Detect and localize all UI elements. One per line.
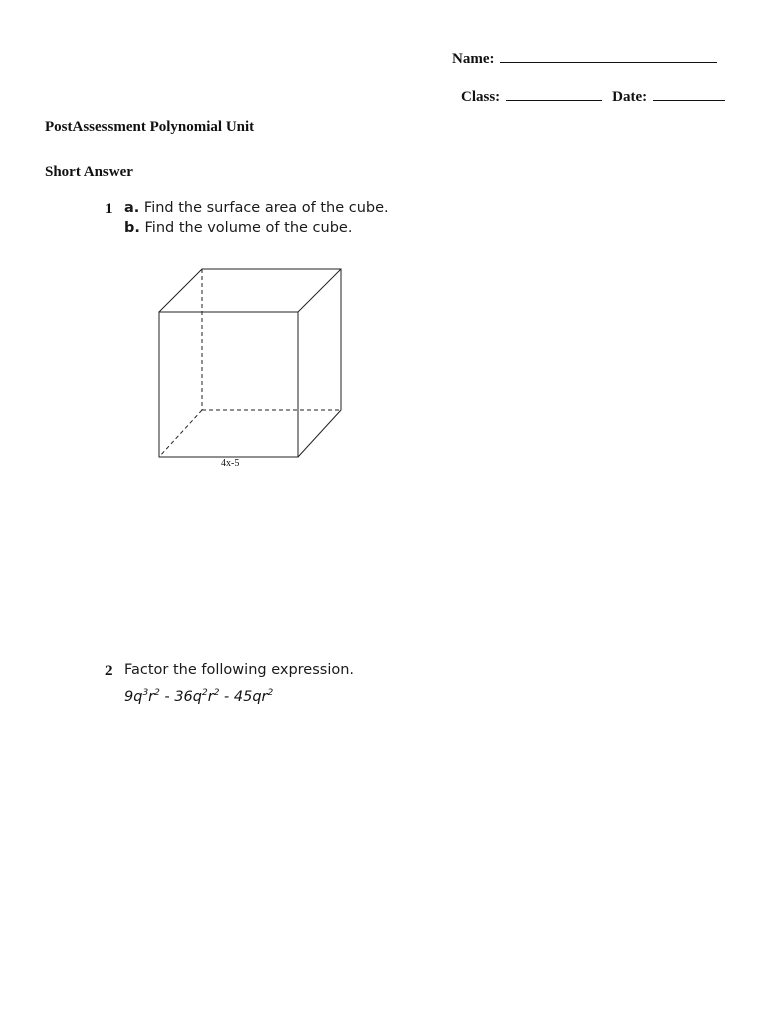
expr-term3-exp: 2 [267,688,274,698]
expr-term1-exp1: 3 [142,688,149,698]
question-1a-letter: a. [124,200,140,216]
question-1b-text: Find the volume of the cube. [144,220,353,236]
expr-term2-base: 36q [174,689,202,705]
question-2-text: Factor the following expression. [124,662,355,678]
name-blank-line[interactable] [500,48,717,63]
date-label: Date: [612,89,648,105]
question-1-number: 1 [105,201,113,217]
cube-back-edges [159,269,341,457]
expr-sep2: - [219,689,234,705]
date-blank-line[interactable] [653,86,725,101]
expr-term3-base: 45qr [233,689,268,705]
expr-term2-var: r [207,689,214,705]
section-title: Short Answer [45,164,133,180]
class-label: Class: [461,89,501,105]
cube-hidden-depth-edge [159,410,202,457]
expr-sep1: - [159,689,175,705]
name-label: Name: [452,51,495,67]
question-2-number: 2 [105,663,113,679]
question-1a-text: Find the surface area of the cube. [143,200,389,216]
expr-term1-var: r [148,689,155,705]
test-title: PostAssessment Polynomial Unit [45,119,255,135]
expr-term2-exp1: 2 [201,688,208,698]
expr-term1-base: 9q [124,689,143,705]
question-2-expression [124,689,273,705]
expr-term2-exp2: 2 [213,688,220,698]
expr-term1-exp2: 2 [154,688,160,698]
name-row [452,48,717,68]
cube-side-label: 4x-5 [221,458,240,469]
cube-figure [152,262,352,462]
question-1a [124,200,389,216]
class-blank-line[interactable] [506,86,602,101]
cube-front-face [159,312,298,457]
question-1b-letter: b. [124,220,140,236]
cube-top-right-edge [298,269,341,312]
class-date-row [461,86,725,106]
question-1b [124,220,352,236]
